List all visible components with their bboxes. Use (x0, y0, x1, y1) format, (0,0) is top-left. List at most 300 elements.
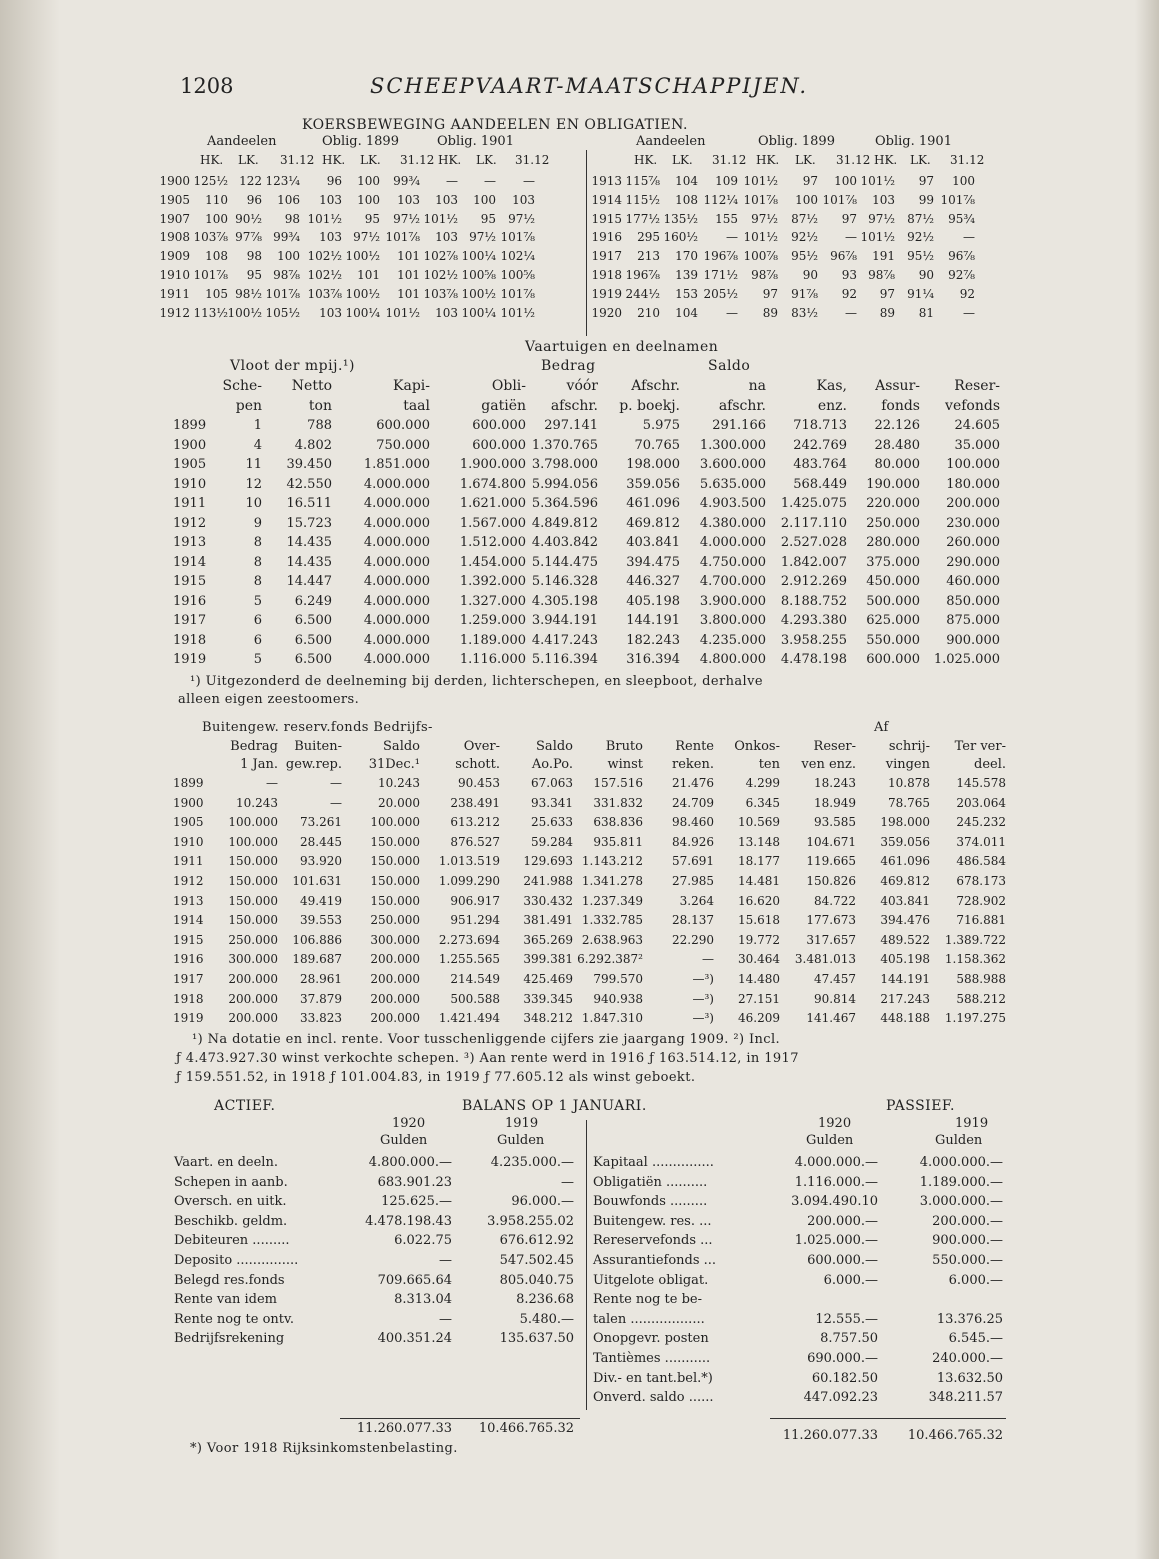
koers-value: 97⅞ (235, 230, 262, 245)
vloot-value: 8 (253, 535, 262, 550)
balans-passief-row (0, 1351, 1010, 1371)
reserve-value: 217.243 (880, 991, 930, 1006)
koers-value: — (845, 230, 857, 245)
koers-subheader: LK. (476, 153, 497, 167)
reserve-column-header: schrij- (888, 739, 930, 754)
vloot-year: 1910 (173, 476, 207, 492)
balans-item-label: Vaart. en deeln. (174, 1155, 278, 1170)
balans-value-1920: 4.478.198.43 (365, 1213, 452, 1229)
reserve-row (0, 913, 1010, 933)
reserve-column-header: gew.rep. (285, 757, 342, 772)
balans-item-label: Beschikb. geldm. (174, 1213, 288, 1229)
balans-passief-row (0, 1292, 1010, 1312)
koers-subheader: 31.12 (400, 153, 435, 167)
reserve-value: 157.516 (593, 776, 643, 790)
reserve-value: 935.811 (593, 834, 643, 849)
vloot-value: 446.327 (626, 574, 680, 589)
koers-value: 101½ (385, 305, 420, 320)
reserve-value: 3.264 (679, 893, 714, 908)
koers-value: 103⅞ (193, 230, 228, 245)
vloot-value: 8 (253, 554, 262, 570)
vloot-caption-bedrag: Bedrag (541, 358, 596, 374)
reserve-row (0, 796, 1010, 816)
vloot-year: 1900 (173, 437, 207, 453)
koers-value: 103⅞ (307, 286, 342, 301)
reserve-value: 24.709 (672, 795, 714, 810)
reserve-column-header: Onkos- (734, 739, 780, 754)
reserve-value: 93.920 (300, 854, 342, 869)
koers-value: 95 (246, 268, 262, 282)
vloot-value: 788 (307, 418, 332, 433)
reserve-value: 245.232 (956, 815, 1006, 830)
koers-value: 244½ (625, 286, 660, 301)
vloot-column-header: taal (403, 398, 430, 414)
koers-value: 106 (277, 192, 300, 207)
vloot-row (0, 496, 1010, 516)
koers-value: 177½ (625, 211, 660, 226)
reserve-column-header: Over- (463, 739, 500, 754)
balans-item-label: Onverd. saldo ...... (593, 1390, 714, 1406)
balans-value-1919: 200.000.— (932, 1213, 1003, 1229)
reserve-value: 348.212 (523, 1011, 573, 1026)
reserve-column-header: deel. (974, 757, 1006, 772)
koers-value: 97 (802, 174, 818, 188)
balans-value-1919: 6.000.— (948, 1272, 1003, 1288)
vloot-year: 1912 (173, 515, 207, 531)
koers-row (0, 306, 1000, 326)
koers-value: 101⅞ (385, 230, 420, 245)
reserve-value: 359.056 (880, 834, 930, 849)
reserve-value: 150.000 (228, 874, 278, 888)
reserve-value: 1.847.310 (581, 1011, 643, 1026)
balans-value-1919: 135.637.50 (499, 1331, 574, 1347)
vloot-value: 1.116.000 (459, 652, 526, 667)
vloot-value: 80.000 (874, 457, 920, 472)
vloot-value: 394.475 (626, 554, 680, 570)
koers-value: 139 (675, 268, 698, 282)
koers-value: 97 (762, 286, 778, 301)
koers-value: 97½ (868, 211, 895, 226)
balans-total-rule (770, 1418, 1006, 1419)
vloot-value: 10 (245, 496, 262, 511)
reserve-value: 90.814 (814, 991, 856, 1006)
balans-passief-row (0, 1371, 1010, 1391)
vloot-value: 4.305.198 (531, 593, 598, 609)
balans-value-1919: 13.632.50 (936, 1370, 1003, 1386)
koers-value: 102⅞ (423, 249, 458, 264)
vloot-value: 100.000 (946, 457, 1000, 472)
reserve-value: 3.481.013 (794, 952, 856, 967)
balans-value-1920: 600.000.— (807, 1253, 878, 1268)
vloot-value: 4.000.000 (363, 652, 430, 667)
koers-value: 97 (841, 211, 857, 226)
koers-value: — (963, 230, 975, 245)
koers-value: 92½ (791, 230, 818, 245)
balans-value-1920: 3.094.490.10 (791, 1194, 878, 1210)
koers-value: 101½ (500, 305, 535, 320)
vloot-column-header: Assur- (875, 378, 920, 394)
vloot-row (0, 633, 1010, 653)
balans-year: 1920 (818, 1116, 852, 1131)
koers-value: 101⅞ (940, 192, 975, 207)
koers-value: 213 (637, 249, 660, 264)
vloot-column-header: vóór (566, 378, 598, 394)
balans-value-1919: 3.000.000.— (919, 1194, 1003, 1210)
koers-value: 101 (397, 249, 420, 264)
koers-value: 101½ (423, 211, 458, 226)
koers-value: 95½ (907, 249, 934, 264)
koers-value: — (726, 230, 738, 245)
balans-item-label: talen .................. (593, 1311, 705, 1327)
koers-value: 103 (512, 192, 535, 207)
koers-value: 95 (480, 211, 496, 226)
koers-value: — (446, 174, 458, 188)
koers-value: 115½ (625, 192, 660, 207)
vloot-value: 1.621.000 (459, 496, 526, 511)
vloot-value: 450.000 (866, 574, 920, 589)
koers-value: 101⅞ (743, 192, 778, 207)
reserve-year: 1916 (173, 952, 204, 967)
reserve-row (0, 854, 1010, 874)
vloot-value: 1.674.800 (459, 476, 526, 492)
vloot-row (0, 574, 1010, 594)
koers-subheader: 31.12 (950, 153, 985, 167)
vloot-value: 4.750.000 (699, 554, 766, 570)
reserve-value: 59.284 (531, 834, 573, 849)
reserve-year: 1914 (173, 913, 204, 928)
vloot-row (0, 555, 1010, 575)
reserve-value: 20.000 (378, 795, 420, 810)
koers-value: 153 (675, 286, 698, 301)
vloot-value: 3.958.255 (780, 632, 847, 648)
balans-year: 1919 (505, 1116, 539, 1131)
reserve-year: 1913 (173, 893, 204, 908)
balans-value-1920: — (439, 1253, 452, 1268)
koers-value: 101⅞ (193, 268, 228, 282)
vloot-header-row (0, 378, 1010, 398)
koers-value: 95¾ (948, 211, 975, 226)
balans-total-1920: 11.260.077.33 (356, 1421, 452, 1436)
vloot-value: 600.000 (376, 418, 430, 433)
balans-value-1920: 447.092.23 (803, 1390, 878, 1406)
koers-value: 97½ (353, 230, 380, 245)
koers-value: 100¼ (461, 249, 496, 264)
koers-value: 102¼ (500, 249, 535, 264)
reserve-value: 331.832 (593, 795, 643, 810)
vloot-value: 461.096 (626, 496, 680, 511)
vloot-value: 290.000 (946, 554, 1000, 570)
balans-unit: Gulden (935, 1133, 983, 1148)
reserve-value: 189.687 (292, 952, 342, 967)
balans-total-rule (340, 1418, 580, 1419)
reserve-value: 150.000 (228, 913, 278, 928)
vloot-value: 5.364.596 (531, 496, 598, 511)
balans-value-1920: 1.116.000.— (794, 1174, 878, 1190)
vloot-column-header: enz. (817, 398, 847, 414)
koers-value: 92 (841, 286, 857, 301)
reserve-value: 4.299 (745, 776, 780, 790)
reserve-value: 78.765 (888, 795, 930, 810)
reserve-value: 200.000 (370, 991, 420, 1006)
vloot-footnote: ¹) Uitgezonderd de deelneming bij derden, lichterschepen, en sleepboot, derhalve (190, 674, 763, 689)
koers-year: 1907 (159, 211, 190, 226)
vloot-value: 4.000.000 (363, 476, 430, 492)
vloot-year: 1915 (173, 574, 207, 589)
koers-year: 1917 (591, 249, 622, 264)
vloot-value: 280.000 (866, 535, 920, 550)
koers-value: 96⅞ (948, 249, 975, 264)
vloot-value: 1.259.000 (459, 613, 526, 628)
koers-value: 102½ (423, 268, 458, 282)
reserve-column-header: reken. (672, 757, 714, 772)
reserve-value: 90.453 (458, 776, 500, 790)
koers-value: 101½ (860, 230, 895, 245)
reserve-value: 1.237.349 (581, 893, 643, 908)
reserve-column-header: vingen (885, 757, 930, 772)
vloot-year: 1913 (173, 535, 207, 550)
reserve-value: — (266, 776, 278, 790)
vloot-year: 1899 (173, 418, 207, 433)
vloot-value: 4.000.000 (363, 554, 430, 570)
reserve-value: 27.151 (738, 991, 780, 1006)
koers-group-oblig1899-left: Oblig. 1899 (322, 134, 399, 149)
vloot-value: 469.812 (626, 515, 680, 531)
koers-group-oblig1901-right: Oblig. 1901 (875, 134, 952, 149)
vloot-row (0, 594, 1010, 614)
reserve-value: 489.522 (880, 932, 930, 947)
balans-value-1920: 683.901.23 (377, 1174, 452, 1190)
vloot-column-header: vefonds (945, 398, 1000, 414)
reserve-value: 14.481 (738, 874, 780, 888)
vloot-value: 42.550 (286, 476, 332, 492)
koers-value: 210 (637, 305, 660, 320)
vloot-column-header: afschr. (550, 398, 598, 414)
vloot-value: 1.025.000 (933, 652, 1000, 667)
koers-value: 108 (675, 192, 698, 207)
reserve-value: 200.000 (228, 972, 278, 986)
koers-value: 89 (879, 305, 895, 320)
reserve-value: 106.886 (292, 932, 342, 947)
koers-value: 100 (205, 211, 228, 226)
reserve-footnote: ƒ 4.473.927.30 winst verkochte schepen. ³) Aan rente werd in 1916 ƒ 163.514.12, in 1917 (176, 1051, 799, 1066)
koers-value: 81 (918, 305, 934, 320)
koers-value: 105 (205, 286, 228, 301)
vloot-value: 6 (253, 613, 262, 628)
vloot-value: 5 (253, 593, 262, 609)
reserve-value: 27.985 (672, 874, 714, 888)
balans-passief-row (0, 1175, 1010, 1195)
vloot-value: 4.417.243 (531, 632, 598, 648)
reserve-footnote: ¹) Na dotatie en incl. rente. Voor tusschenliggende cijfers zie jaargang 1909. ²) Incl. (192, 1032, 781, 1047)
reserve-value: 951.294 (450, 913, 500, 928)
vloot-value: 568.449 (793, 476, 847, 492)
koers-value: 92½ (907, 230, 934, 245)
reserve-value: 1.158.362 (944, 952, 1006, 967)
vloot-value: 550.000 (866, 632, 920, 648)
reserve-value: 214.549 (450, 972, 500, 986)
reserve-value: — (330, 795, 342, 810)
koers-value: — (963, 305, 975, 320)
vloot-row (0, 652, 1010, 672)
koers-value: 99¾ (393, 174, 420, 188)
koers-value: 100 (357, 192, 380, 207)
reserve-value: 19.772 (738, 932, 780, 947)
koers-value: 97½ (393, 211, 420, 226)
vloot-value: 5.146.328 (531, 574, 598, 589)
koers-value: 100⅝ (500, 268, 535, 282)
koers-value: 103 (397, 192, 420, 207)
balans-value-1919: 6.545.— (948, 1331, 1003, 1347)
vloot-value: 5 (253, 652, 262, 667)
vloot-value: 4.800.000 (699, 652, 766, 667)
vloot-column-header: Netto (291, 378, 332, 394)
balans-item-label: Deposito ............... (174, 1253, 299, 1268)
reserve-value: 374.011 (956, 834, 1006, 849)
vloot-value: 8 (253, 574, 262, 589)
koers-value: 295 (637, 230, 660, 245)
reserve-column-header: 31Dec.¹ (368, 757, 420, 772)
vloot-value: 3.900.000 (699, 593, 766, 609)
reserve-value: 300.000 (370, 932, 420, 947)
koers-value: 125½ (193, 174, 228, 188)
koers-value: 103 (872, 192, 895, 207)
koers-value: 205½ (703, 286, 738, 301)
koers-value: 83½ (791, 305, 818, 320)
vloot-value: 1.454.000 (459, 554, 526, 570)
koers-year: 1905 (159, 192, 190, 207)
reserve-value: 150.000 (228, 854, 278, 869)
balans-value-1920: 6.000.— (823, 1272, 878, 1288)
koers-year: 1900 (159, 174, 190, 188)
vloot-value: 200.000 (946, 496, 1000, 511)
vloot-column-header: Kas, (816, 378, 847, 394)
koers-value: 196⅞ (625, 268, 660, 282)
reserve-value: 100.000 (228, 815, 278, 830)
koers-value: 95½ (791, 249, 818, 264)
reserve-value: —³) (692, 991, 714, 1006)
reserve-value: 405.198 (880, 952, 930, 967)
reserve-value: 150.000 (370, 834, 420, 849)
vloot-value: 4.000.000 (363, 535, 430, 550)
koers-year: 1908 (159, 230, 190, 245)
balans-value-1919: 3.958.255.02 (487, 1213, 574, 1229)
reserve-value: 57.691 (672, 854, 714, 869)
koers-value: 100 (357, 174, 380, 188)
reserve-value: 241.988 (523, 874, 573, 888)
reserve-value: 16.620 (738, 893, 780, 908)
reserve-column-header: ven enz. (801, 757, 856, 772)
balans-passief-row (0, 1273, 1010, 1293)
balans-value-1920: 4.800.000.— (368, 1155, 452, 1170)
koers-subheader: HK. (322, 153, 346, 167)
koers-value: 103 (319, 192, 342, 207)
vloot-value: 4.700.000 (699, 574, 766, 589)
vloot-value: 35.000 (954, 437, 1000, 453)
vloot-value: 4.849.812 (531, 515, 598, 531)
koers-value: 101½ (307, 211, 342, 226)
vloot-year: 1905 (173, 457, 207, 472)
reserve-column-header: Ter ver- (954, 739, 1006, 754)
koers-value: 101⅞ (265, 286, 300, 301)
koers-value: 102½ (307, 249, 342, 264)
vloot-value: 750.000 (376, 437, 430, 453)
balans-unit: Gulden (806, 1133, 854, 1148)
koers-value: 122 (239, 174, 262, 188)
vloot-column-header: Afschr. (631, 378, 680, 394)
koers-value: 101½ (743, 174, 778, 188)
koers-row (0, 287, 1000, 307)
vloot-value: 850.000 (946, 593, 1000, 609)
reserve-value: 317.657 (806, 932, 856, 947)
balans-item-label: Onopgevr. posten (593, 1331, 709, 1347)
balans-item-label: Rereservefonds ... (593, 1233, 713, 1249)
balans-year: 1919 (955, 1116, 989, 1131)
koers-row (0, 212, 1000, 232)
reserve-row (0, 933, 1010, 953)
reserve-caption: Af (874, 720, 889, 735)
vloot-value: 359.056 (626, 476, 680, 492)
vloot-value: 1.425.075 (780, 496, 847, 511)
vloot-value: 4.000.000 (363, 593, 430, 609)
koers-value: 91¼ (907, 286, 934, 301)
vloot-column-header: fonds (881, 398, 920, 414)
koers-value: 90 (918, 268, 934, 282)
vloot-value: 5.975 (642, 418, 680, 433)
koers-value: 100 (795, 192, 818, 207)
reserve-year: 1917 (173, 972, 204, 986)
vloot-value: 242.769 (793, 437, 847, 453)
vloot-value: 1.300.000 (699, 437, 766, 453)
reserve-value: 18.949 (814, 795, 856, 810)
koers-value: 103 (319, 230, 342, 245)
balans-passief-row (0, 1233, 1010, 1253)
vloot-value: 260.000 (946, 535, 1000, 550)
balans-item-label: Assurantiefonds ... (593, 1253, 717, 1268)
reserve-value: 100.000 (370, 815, 420, 830)
koers-value: 101 (357, 268, 380, 282)
koers-value: 97 (918, 174, 934, 188)
balans-value-1920: 12.555.— (815, 1311, 878, 1327)
vloot-value: 500.000 (866, 593, 920, 609)
reserve-value: 250.000 (228, 932, 278, 947)
balans-item-label: Bouwfonds ......... (593, 1194, 708, 1210)
reserve-value: 10.243 (378, 776, 420, 790)
reserve-value: 940.938 (593, 991, 643, 1006)
koers-subheader: LK. (238, 153, 259, 167)
koers-year: 1920 (591, 305, 622, 320)
koers-value: 101 (397, 286, 420, 301)
koers-value: 98 (284, 211, 300, 226)
koers-value: 100¼ (461, 305, 496, 320)
koers-value: 101 (397, 268, 420, 282)
koers-value: 103 (319, 305, 342, 320)
vloot-value: 1 (253, 418, 262, 433)
vloot-value: 2.912.269 (780, 574, 847, 589)
reserve-value: 100.000 (228, 834, 278, 849)
koers-group-aandeelen-left: Aandeelen (207, 134, 277, 149)
reserve-value: 30.464 (738, 952, 780, 967)
reserve-year: 1899 (173, 776, 204, 790)
vloot-value: 198.000 (626, 457, 680, 472)
vloot-footnote: alleen eigen zeestoomers. (178, 692, 360, 707)
vloot-value: 250.000 (866, 515, 920, 531)
vloot-value: 4.000.000 (363, 515, 430, 531)
reserve-value: 200.000 (370, 972, 420, 986)
koers-value: 90 (802, 268, 818, 282)
reserve-value: 200.000 (228, 991, 278, 1006)
reserve-value: 6.345 (745, 795, 780, 810)
vloot-value: 6.500 (294, 652, 332, 667)
